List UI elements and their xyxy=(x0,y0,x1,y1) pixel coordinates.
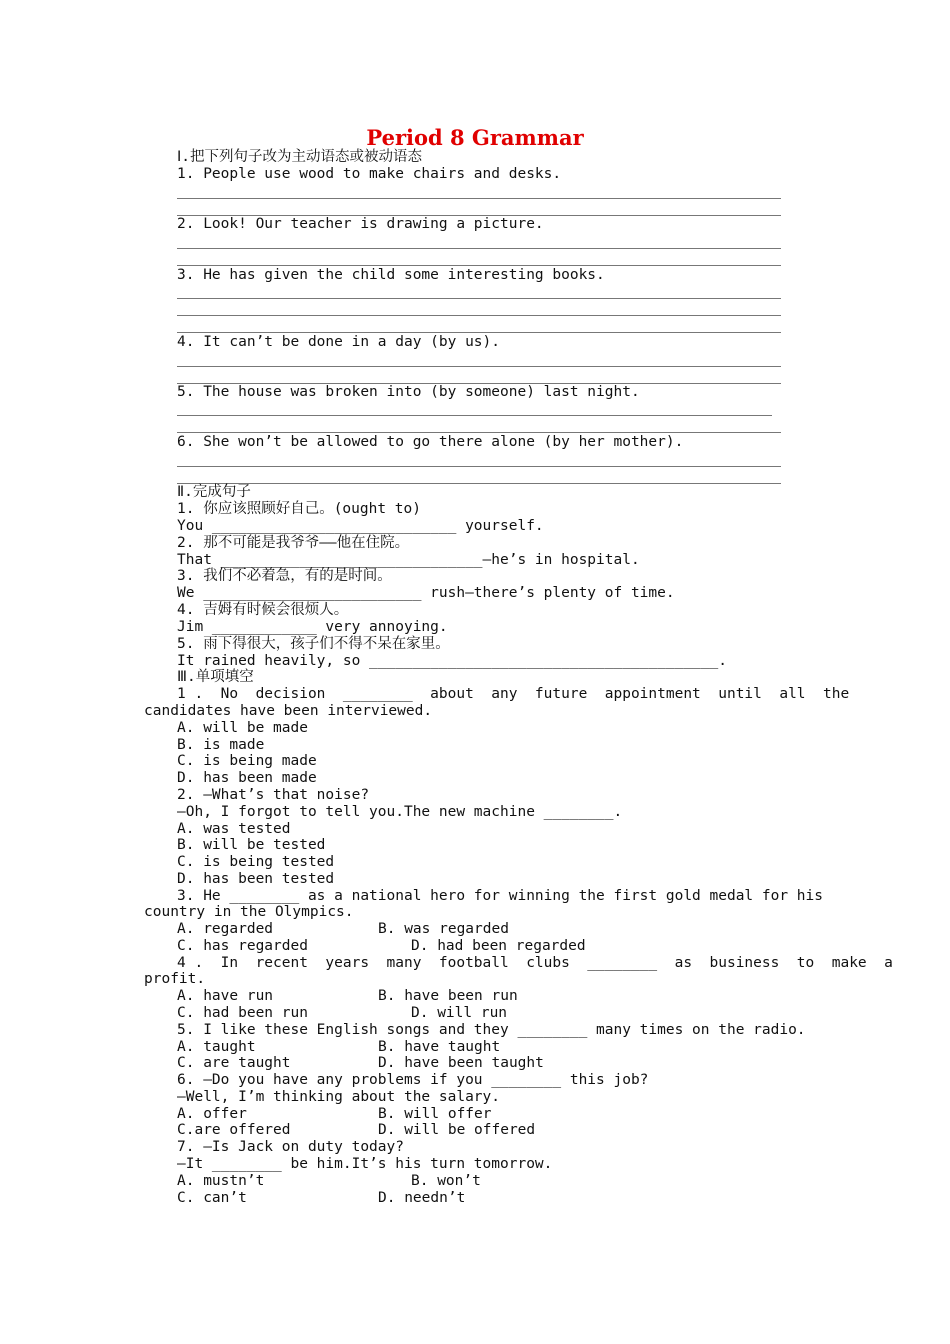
option-a[interactable]: A. offer xyxy=(177,1106,247,1122)
option-b[interactable]: B. will be tested xyxy=(177,837,326,853)
question-stem: 6. —Do you have any problems if you ________ this job? xyxy=(177,1072,649,1088)
answer-line[interactable] xyxy=(177,198,781,199)
translation-prompt: 3. 我们不必着急，有的是时间。 xyxy=(177,568,392,584)
section-1-item: 5. The house was broken into (by someone) last night. xyxy=(177,384,640,400)
option-a[interactable]: A. will be made xyxy=(177,720,308,736)
option-c[interactable]: C. has regarded xyxy=(177,938,308,954)
option-c[interactable]: C. are taught xyxy=(177,1055,291,1071)
answer-line[interactable] xyxy=(177,248,781,249)
translation-prompt: 5. 雨下得很大，孩子们不得不呆在家里。 xyxy=(177,636,450,652)
answer-line[interactable] xyxy=(177,366,781,367)
question-stem: 1 . No decision ________ about any future appointment until all the xyxy=(177,686,850,702)
question-stem: candidates have been interviewed. xyxy=(144,703,433,719)
option-a[interactable]: A. regarded xyxy=(177,921,274,937)
answer-line[interactable] xyxy=(177,483,781,484)
question-stem: country in the Olympics. xyxy=(144,904,354,920)
fill-in-sentence[interactable]: We _________________________ rush—there’s plenty of time. xyxy=(177,585,675,601)
option-b[interactable]: B. is made xyxy=(177,737,265,753)
option-b[interactable]: B. have been run xyxy=(378,988,518,1004)
question-stem: 3. He ________ as a national hero for winning the first gold medal for his xyxy=(177,888,824,904)
fill-in-sentence[interactable]: That ______________________________—he’s in hospital. xyxy=(177,552,640,568)
translation-prompt: 4. 吉姆有时候会很烦人。 xyxy=(177,602,349,618)
translation-prompt: 1. 你应该照顾好自己。(ought to) xyxy=(177,501,421,517)
option-d[interactable]: D. has been tested xyxy=(177,871,335,887)
answer-line[interactable] xyxy=(177,332,781,333)
question-stem: 5. I like these English songs and they ________ many times on the radio. xyxy=(177,1022,806,1038)
option-c[interactable]: C. had been run xyxy=(177,1005,308,1021)
option-d[interactable]: D. had been regarded xyxy=(411,938,586,954)
answer-line[interactable] xyxy=(177,298,781,299)
option-d[interactable]: D. has been made xyxy=(177,770,317,786)
option-b[interactable]: B. will offer xyxy=(378,1106,492,1122)
answer-line[interactable] xyxy=(177,315,781,316)
section-1-item: 2. Look! Our teacher is drawing a picture. xyxy=(177,216,544,232)
translation-prompt: 2. 那不可能是我爷爷——他在住院。 xyxy=(177,535,410,551)
question-stem: —It ________ be him.It’s his turn tomorrow. xyxy=(177,1156,553,1172)
question-stem: 4 . In recent years many football clubs ________ as business to make a xyxy=(177,955,893,971)
section-1-heading: Ⅰ.把下列句子改为主动语态或被动语态 xyxy=(177,149,423,165)
option-c[interactable]: C. can’t xyxy=(177,1190,247,1206)
option-c[interactable]: C. is being tested xyxy=(177,854,335,870)
option-a[interactable]: A. mustn’t xyxy=(177,1173,265,1189)
option-b[interactable]: B. have taught xyxy=(378,1039,501,1055)
section-3-heading: Ⅲ.单项填空 xyxy=(177,669,254,685)
fill-in-sentence[interactable]: You ____________________________ yourself. xyxy=(177,518,544,534)
question-stem: —Oh, I forgot to tell you.The new machine ________. xyxy=(177,804,623,820)
option-d[interactable]: D. will be offered xyxy=(378,1122,536,1138)
question-stem: 7. —Is Jack on duty today? xyxy=(177,1139,404,1155)
option-a[interactable]: A. was tested xyxy=(177,821,291,837)
option-c[interactable]: C.are offered xyxy=(177,1122,291,1138)
option-b[interactable]: B. won’t xyxy=(411,1173,481,1189)
answer-line[interactable] xyxy=(177,432,781,433)
section-2-heading: Ⅱ.完成句子 xyxy=(177,484,251,500)
fill-in-sentence[interactable]: Jim ____________ very annoying. xyxy=(177,619,448,635)
option-d[interactable]: D. have been taught xyxy=(378,1055,544,1071)
question-stem: —Well, I’m thinking about the salary. xyxy=(177,1089,501,1105)
answer-line[interactable] xyxy=(177,415,772,416)
option-b[interactable]: B. was regarded xyxy=(378,921,509,937)
option-d[interactable]: D. needn’t xyxy=(378,1190,466,1206)
answer-line[interactable] xyxy=(177,466,781,467)
question-stem: 2. —What’s that noise? xyxy=(177,787,370,803)
section-1-item: 6. She won’t be allowed to go there alone (by her mother). xyxy=(177,434,684,450)
question-stem: profit. xyxy=(144,971,206,987)
section-1-item: 3. He has given the child some interesting books. xyxy=(177,267,605,283)
option-c[interactable]: C. is being made xyxy=(177,753,317,769)
option-d[interactable]: D. will run xyxy=(411,1005,508,1021)
answer-line[interactable] xyxy=(177,265,781,266)
fill-in-sentence[interactable]: It rained heavily, so ________________________________________. xyxy=(177,653,727,669)
option-a[interactable]: A. have run xyxy=(177,988,274,1004)
page-title: Period 8 Grammar xyxy=(366,125,584,150)
option-a[interactable]: A. taught xyxy=(177,1039,256,1055)
section-1-item: 4. It can’t be done in a day (by us). xyxy=(177,334,501,350)
section-1-item: 1. People use wood to make chairs and desks. xyxy=(177,166,562,182)
